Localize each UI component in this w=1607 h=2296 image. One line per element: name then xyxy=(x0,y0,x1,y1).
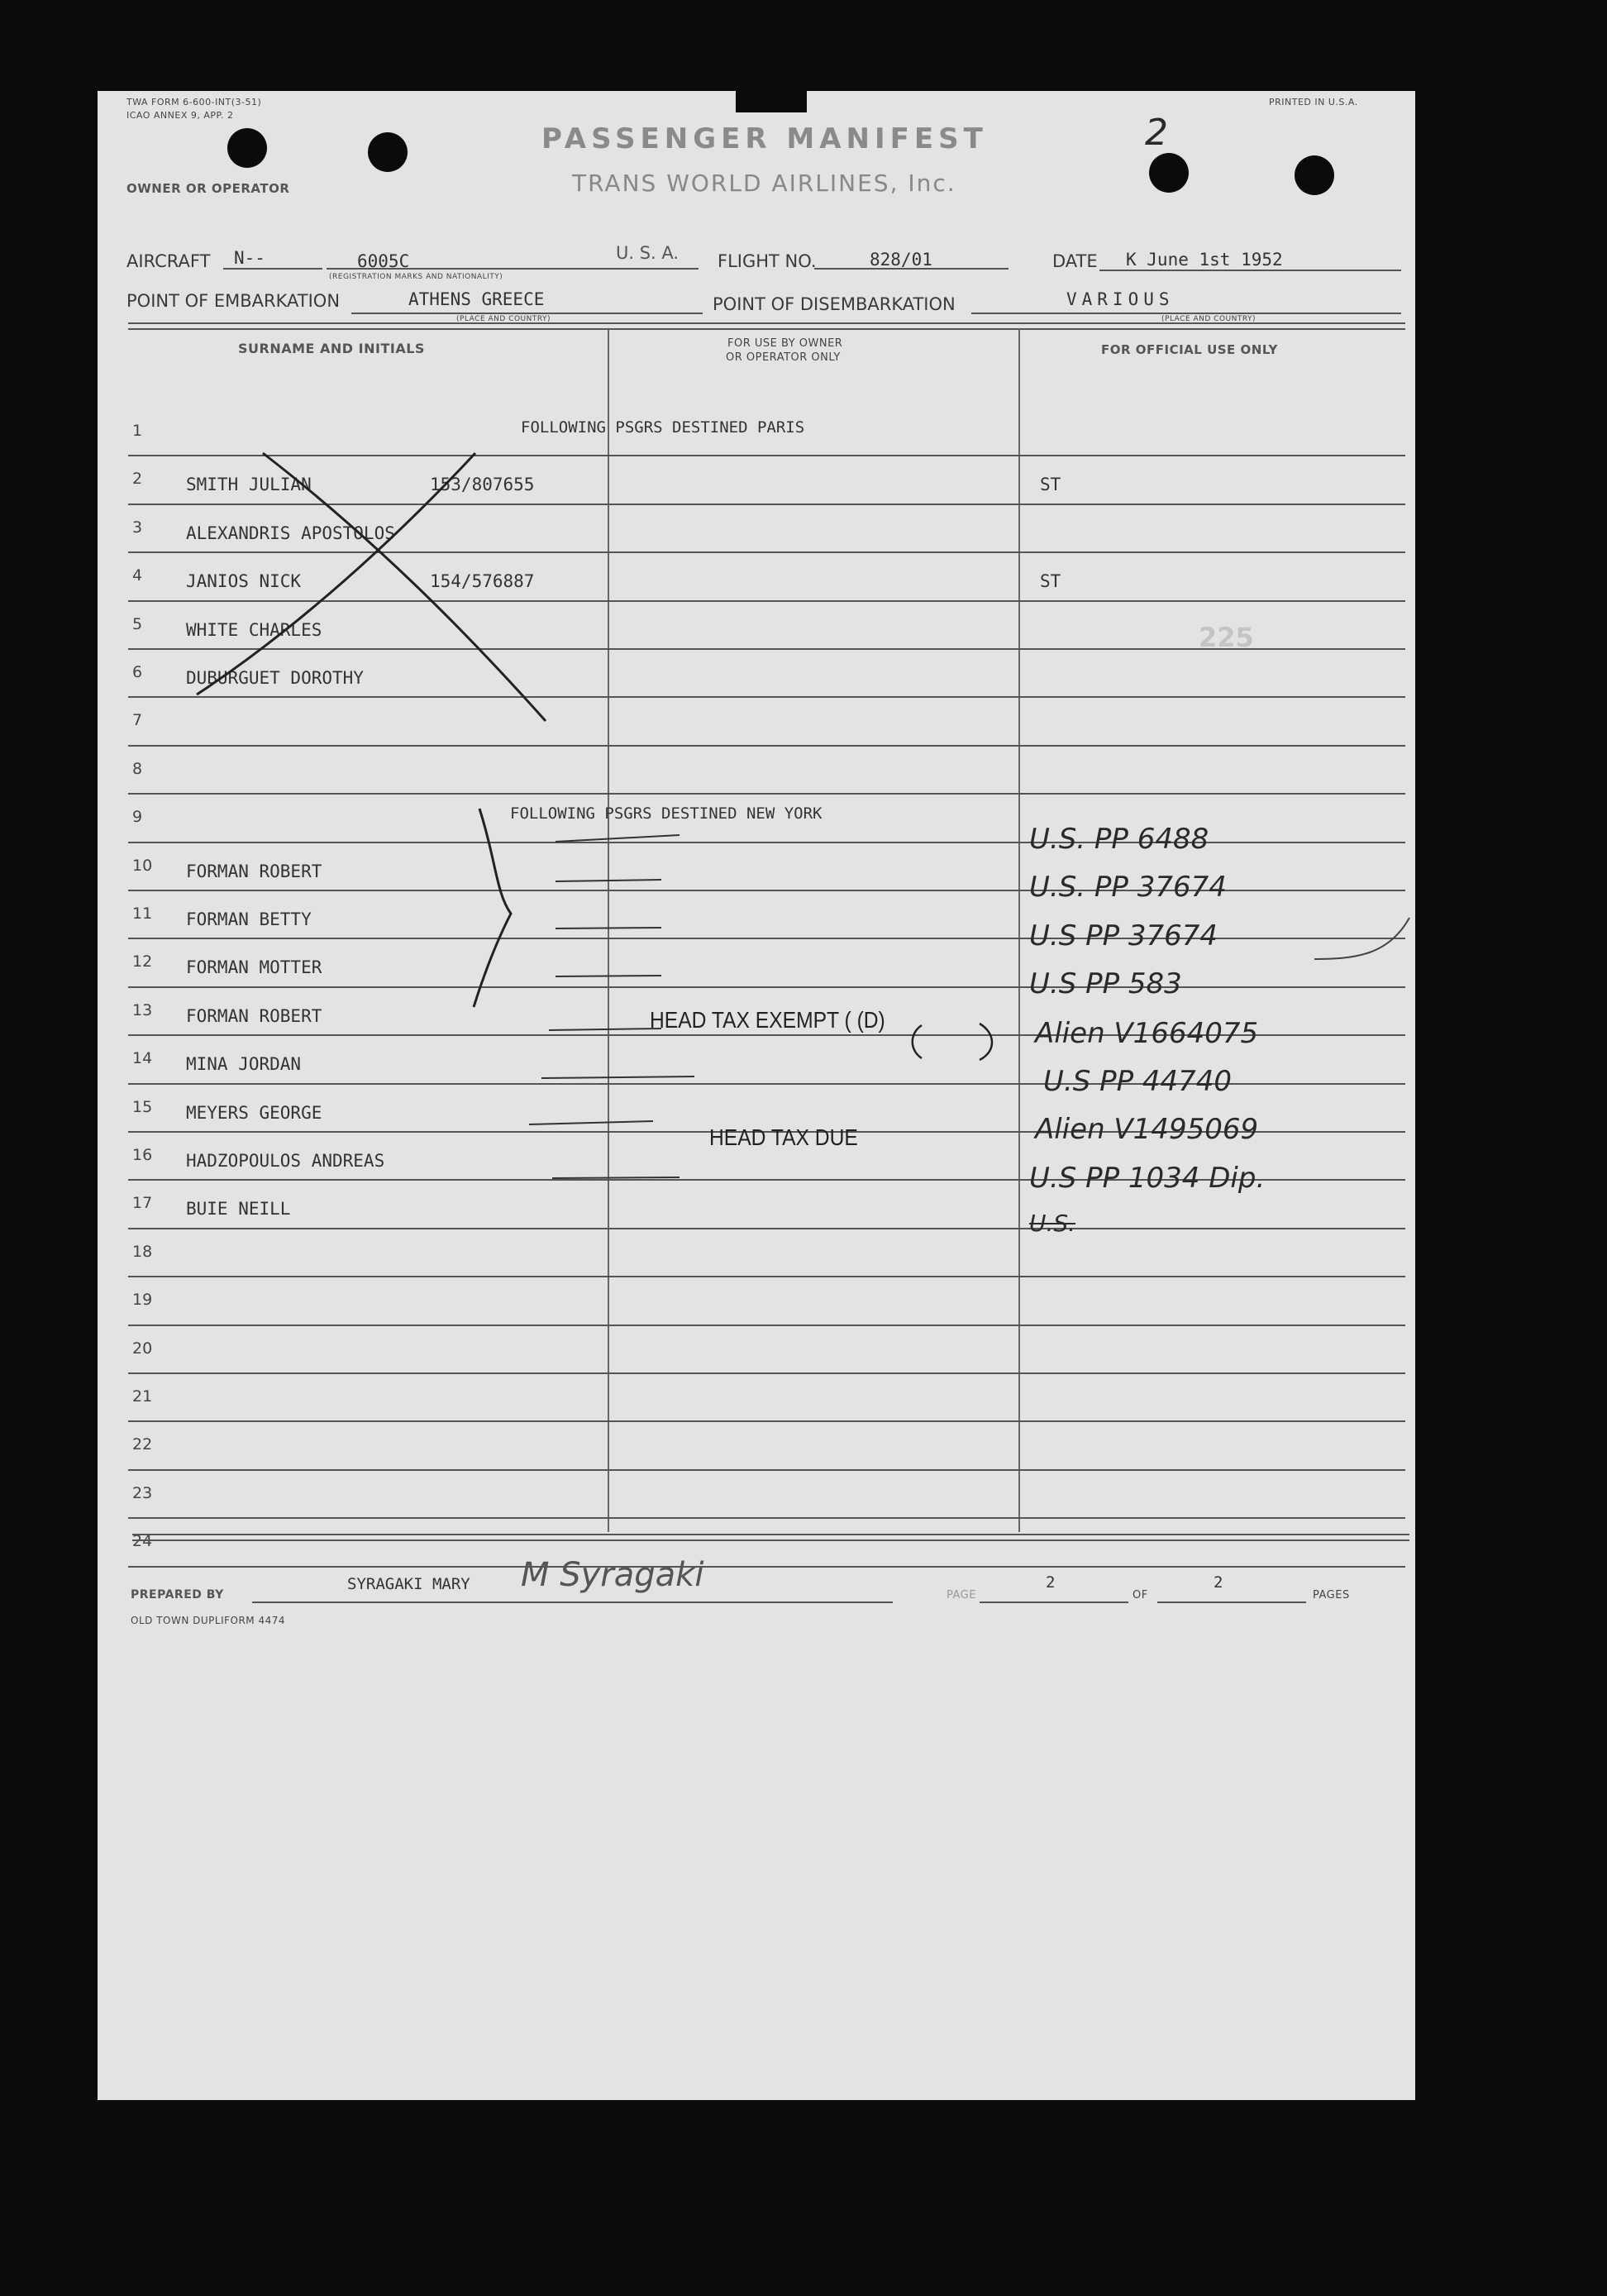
row-number: 18 xyxy=(132,1242,153,1261)
official-15: U.S PP 44740 xyxy=(1043,1065,1233,1098)
row-number: 24 xyxy=(132,1532,153,1551)
pages-label: PAGES xyxy=(1313,1589,1350,1601)
printed-note: PRINTED IN U.S.A. xyxy=(1269,97,1358,107)
form-code: TWA FORM 6-600-INT(3-51) xyxy=(126,97,262,107)
form-title: PASSENGER MANIFEST xyxy=(541,122,988,155)
row-number: 1 xyxy=(132,422,143,440)
row-number: 22 xyxy=(132,1435,153,1454)
row-number: 20 xyxy=(132,1339,153,1358)
prepared-label: PREPARED BY xyxy=(131,1588,224,1601)
row-number: 13 xyxy=(132,1000,153,1019)
row-number: 2 xyxy=(132,470,143,489)
passenger-name: SMITH JULIAN xyxy=(186,475,312,495)
place-caption-2: (PLACE AND COUNTRY) xyxy=(1161,315,1257,323)
destination-heading: FOLLOWING PSGRS DESTINED PARIS xyxy=(521,418,805,437)
passenger-name: DUBURGUET DOROTHY xyxy=(186,668,364,688)
head-tax-due: HEAD TAX DUE xyxy=(709,1124,858,1150)
row-number: 8 xyxy=(132,759,143,778)
of-value: 2 xyxy=(1214,1573,1223,1592)
page-value: 2 xyxy=(1046,1573,1056,1592)
disembark-value: VARIOUS xyxy=(1066,289,1175,309)
page-mark: 2 xyxy=(1145,112,1168,154)
passenger-name: FORMAN BETTY xyxy=(186,909,312,929)
passenger-name: ALEXANDRIS APOSTOLOS xyxy=(186,523,395,543)
embark-value: ATHENS GREECE xyxy=(408,289,545,309)
passenger-name: MINA JORDAN xyxy=(186,1054,302,1075)
passenger-name: MEYERS GEORGE xyxy=(186,1102,322,1123)
official-18: U.S. xyxy=(1029,1210,1076,1237)
col-surname: SURNAME AND INITIALS xyxy=(238,341,425,356)
flight-value: 828/01 xyxy=(870,250,932,270)
prepared-value: SYRAGAKI MARY xyxy=(347,1575,470,1593)
row-number: 7 xyxy=(132,711,143,730)
row-number: 6 xyxy=(132,663,143,681)
of-label: OF xyxy=(1133,1589,1148,1601)
col-owner-2: OR OPERATOR ONLY xyxy=(726,351,841,364)
date-value: K June 1st 1952 xyxy=(1126,250,1283,270)
ticket-number: 154/576887 xyxy=(430,571,535,592)
aircraft-label: AIRCRAFT xyxy=(126,251,211,271)
official-16: Alien V1495069 xyxy=(1035,1113,1259,1146)
aircraft-value: 6005C xyxy=(357,251,410,271)
row-number: 10 xyxy=(132,856,153,875)
official-17: U.S PP 1034 Dip. xyxy=(1029,1162,1266,1195)
ticket-number: 153/807655 xyxy=(430,475,535,495)
passenger-name: JANIOS NICK xyxy=(186,571,302,592)
embark-label: POINT OF EMBARKATION xyxy=(126,291,341,311)
bracket-mark xyxy=(474,809,511,1007)
official-code: ST xyxy=(1040,571,1061,592)
row-number: 5 xyxy=(132,614,143,633)
row-number: 4 xyxy=(132,566,143,585)
official-code: ST xyxy=(1040,475,1061,495)
row-number: 14 xyxy=(132,1049,153,1068)
official-14: Alien V1664075 xyxy=(1035,1017,1259,1050)
cross-out-stroke xyxy=(263,453,546,721)
official-12: U.S PP 37674 xyxy=(1029,919,1218,952)
passenger-name: FORMAN MOTTER xyxy=(186,957,322,978)
head-tax-exempt: HEAD TAX EXEMPT ( (D) xyxy=(650,1007,885,1033)
destination-heading: FOLLOWING PSGRS DESTINED NEW YORK xyxy=(510,804,823,823)
aircraft-prefix: N-- xyxy=(234,248,265,268)
passenger-name: FORMAN ROBERT xyxy=(186,1005,322,1026)
registration-caption: (REGISTRATION MARKS AND NATIONALITY) xyxy=(329,273,503,281)
preparer-signature: M Syragaki xyxy=(521,1556,704,1594)
icao-ref: ICAO ANNEX 9, APP. 2 xyxy=(126,110,234,121)
passenger-name: WHITE CHARLES xyxy=(186,619,322,640)
row-number: 23 xyxy=(132,1483,153,1502)
flight-label: FLIGHT NO. xyxy=(718,251,817,271)
row-number: 21 xyxy=(132,1387,153,1406)
row-number: 11 xyxy=(132,905,153,923)
col-owner-1: FOR USE BY OWNER xyxy=(727,337,843,350)
page-label: PAGE xyxy=(947,1589,976,1601)
row-number: 16 xyxy=(132,1146,153,1164)
cross-out-stroke xyxy=(197,453,475,695)
place-caption: (PLACE AND COUNTRY) xyxy=(456,315,551,323)
row-number: 19 xyxy=(132,1291,153,1310)
row-number: 15 xyxy=(132,1097,153,1116)
passenger-name: BUIE NEILL xyxy=(186,1199,291,1220)
row-number: 3 xyxy=(132,518,143,537)
printer-note: OLD TOWN DUPLIFORM 4474 xyxy=(131,1615,285,1626)
col-official: FOR OFFICIAL USE ONLY xyxy=(1101,342,1278,357)
official-11: U.S. PP 37674 xyxy=(1029,871,1227,904)
row-number: 9 xyxy=(132,808,143,827)
disembark-label: POINT OF DISEMBARKATION xyxy=(713,294,956,314)
row-number: 12 xyxy=(132,952,153,971)
operator-name: TRANS WORLD AIRLINES, Inc. xyxy=(572,169,956,197)
nationality: U. S. A. xyxy=(616,243,680,263)
passenger-name: FORMAN ROBERT xyxy=(186,861,322,881)
official-10: U.S. PP 6488 xyxy=(1029,823,1209,856)
passenger-name: HADZOPOULOS ANDREAS xyxy=(186,1151,385,1171)
row-number: 17 xyxy=(132,1194,153,1213)
owner-label: OWNER OR OPERATOR xyxy=(126,181,290,196)
official-13: U.S PP 583 xyxy=(1029,967,1182,1000)
official-stamp-225: 225 xyxy=(1199,622,1254,653)
date-label: DATE xyxy=(1052,251,1098,271)
